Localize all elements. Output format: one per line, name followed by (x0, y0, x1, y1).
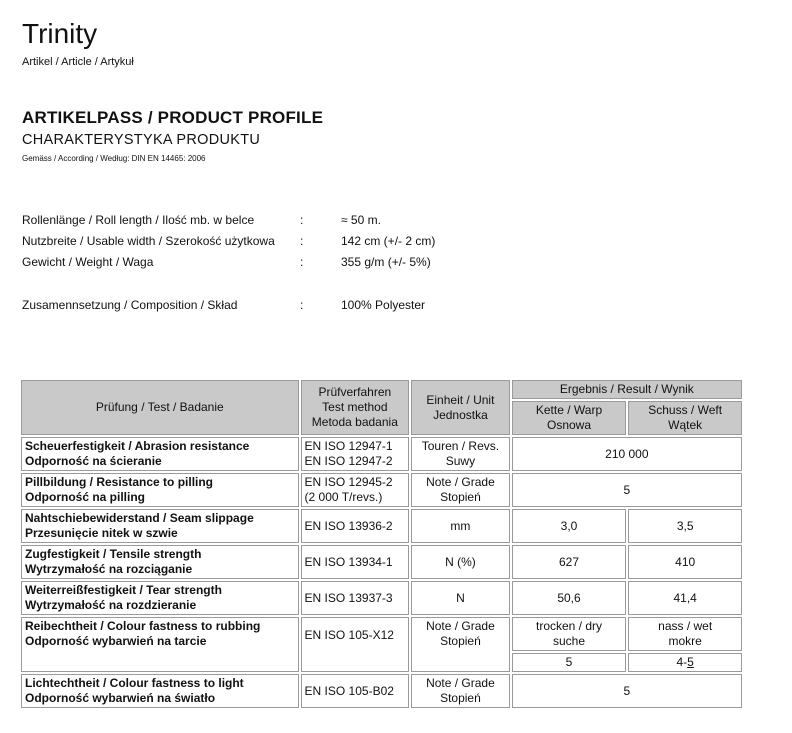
spec-colon: : (300, 234, 304, 248)
dry-value: 5 (565, 655, 573, 669)
warp-value: 627 (558, 554, 580, 569)
header-weft-line: Wątek (668, 418, 703, 432)
dry-value-cell (512, 653, 627, 672)
unit-value: Stopień (440, 634, 481, 648)
spec-label-weight: Gewicht / Weight / Waga (22, 255, 154, 269)
test-name-cell (21, 674, 299, 708)
test-name-cell (21, 617, 299, 672)
test-name: Odporność na pilling (25, 490, 145, 504)
wet-value-underlined: 5 (687, 655, 694, 669)
test-name: Reibechtheit / Colour fastness to rubbing (25, 619, 261, 633)
test-name: Przesunięcie nitek w szwie (25, 526, 178, 540)
test-name: Wytrzymałość na rozciąganie (25, 562, 193, 576)
warp-value: 50,6 (557, 590, 581, 605)
header-unit-line: Einheit / Unit (426, 392, 495, 407)
method-value: EN ISO 13934-1 (304, 554, 393, 569)
header-method-line: Metoda badania (311, 415, 398, 429)
unit-value: N (456, 590, 465, 605)
weft-cell (628, 545, 742, 579)
test-name: Nahtschiebewiderstand / Seam slippage (25, 511, 254, 525)
header-method (301, 380, 410, 435)
method-value: EN ISO 13937-3 (304, 590, 393, 605)
test-name: Pillbildung / Resistance to pilling (25, 475, 214, 489)
test-name-cell (21, 545, 299, 579)
spec-label-roll-length: Rollenlänge / Roll length / Ilość mb. w belce (22, 213, 255, 227)
table-row-abrasion (21, 437, 742, 471)
header-method-line: Prüfverfahren (318, 385, 392, 399)
dry-condition-label: suche (552, 634, 586, 648)
spec-colon: : (300, 213, 304, 227)
method-value: EN ISO 12947-1 (304, 439, 393, 453)
unit-value: Touren / Revs. (421, 439, 500, 453)
header-unit-line: Jednostka (433, 407, 488, 422)
header-unit (411, 380, 510, 435)
spec-label-usable-width: Nutzbreite / Usable width / Szerokość użytkowa (22, 234, 275, 248)
section-subheading: CHARAKTERYSTYKA PRODUKTU (22, 132, 261, 148)
unit-value: Stopień (440, 490, 481, 504)
test-name: Weiterreißfestigkeit / Tear strength (25, 583, 222, 597)
method-value: EN ISO 105-B02 (304, 683, 394, 698)
unit-cell (411, 437, 510, 471)
wet-value: 4- (676, 655, 688, 669)
unit-value: Note / Grade (426, 619, 495, 633)
method-cell (301, 617, 410, 672)
article-label: Artikel / Article / Artykuł (22, 56, 134, 68)
test-name: Odporność na ścieranie (25, 454, 162, 468)
dry-condition-label: trocken / dry (535, 619, 603, 633)
weft-value: 41,4 (673, 590, 697, 605)
test-name: Zugfestigkeit / Tensile strength (25, 547, 202, 561)
result-cell (512, 437, 742, 471)
unit-value: Note / Grade (426, 676, 495, 690)
weft-value: 410 (675, 554, 696, 569)
header-warp-line: Kette / Warp (535, 403, 603, 417)
spec-colon: : (300, 298, 304, 312)
header-weft (628, 401, 742, 435)
method-cell (301, 545, 410, 579)
unit-value: Stopień (440, 691, 481, 705)
unit-value: Suwy (445, 454, 476, 468)
warp-value: 3,0 (560, 518, 578, 533)
table-row-seam-slippage (21, 509, 742, 543)
unit-cell (411, 545, 510, 579)
wet-value-cell (628, 653, 742, 672)
header-result-label: Ergebnis / Result / Wynik (559, 382, 694, 396)
method-value: EN ISO 105-X12 (304, 628, 394, 642)
result-value: 5 (623, 482, 631, 497)
unit-cell (411, 509, 510, 543)
test-name: Scheuerfestigkeit / Abrasion resistance (25, 439, 250, 453)
test-name: Lichtechtheit / Colour fastness to light (25, 676, 244, 690)
header-warp-line: Osnowa (546, 418, 592, 432)
warp-cell (512, 581, 627, 615)
method-cell (301, 509, 410, 543)
unit-value: Note / Grade (426, 475, 495, 489)
result-cell (512, 674, 742, 708)
table-row-rubbing (21, 617, 742, 651)
test-name: Wytrzymałość na rozdzieranie (25, 598, 197, 612)
warp-cell (512, 545, 627, 579)
wet-condition-label: nass / wet (658, 619, 713, 633)
method-cell (301, 473, 410, 507)
method-value: EN ISO 13936-2 (304, 518, 393, 533)
unit-cell (411, 473, 510, 507)
result-value: 5 (623, 683, 631, 698)
spec-value-roll-length: ≈ 50 m. (341, 213, 381, 227)
header-test (21, 380, 299, 435)
test-name: Odporność wybarwień na światło (25, 691, 216, 705)
test-name-cell (21, 473, 299, 507)
test-name-cell (21, 581, 299, 615)
unit-cell (411, 581, 510, 615)
spec-value-weight: 355 g/m (+/- 5%) (341, 255, 431, 269)
test-results-table (19, 378, 744, 710)
test-name: Odporność wybarwień na tarcie (25, 634, 207, 648)
header-weft-line: Schuss / Weft (648, 403, 723, 417)
table-row-pilling (21, 473, 742, 507)
dry-condition-cell (512, 617, 627, 651)
result-value: 210 000 (605, 446, 649, 461)
document-title: Trinity (22, 18, 98, 49)
table-row-light-fastness (21, 674, 742, 708)
method-value: (2 000 T/revs.) (304, 490, 383, 504)
unit-cell (411, 617, 510, 672)
unit-value: N (%) (445, 554, 476, 569)
header-method-line: Test method (322, 400, 388, 414)
result-cell (512, 473, 742, 507)
unit-value: mm (450, 518, 471, 533)
section-heading: ARTIKELPASS / PRODUCT PROFILE (22, 108, 324, 127)
spec-colon: : (300, 255, 304, 269)
weft-cell (628, 581, 742, 615)
wet-condition-cell (628, 617, 742, 651)
header-result (512, 380, 742, 399)
method-cell (301, 437, 410, 471)
weft-cell (628, 509, 742, 543)
method-value: EN ISO 12947-2 (304, 454, 393, 468)
test-name-cell (21, 509, 299, 543)
spec-value-composition: 100% Polyester (341, 298, 426, 312)
method-cell (301, 674, 410, 708)
header-test-label: Prüfung / Test / Badanie (95, 400, 224, 414)
header-warp (512, 401, 627, 435)
warp-cell (512, 509, 627, 543)
spec-value-usable-width: 142 cm (+/- 2 cm) (341, 234, 436, 248)
table-row-tensile (21, 545, 742, 579)
method-cell (301, 581, 410, 615)
table-row-tear (21, 581, 742, 615)
wet-condition-label: mokre (668, 634, 702, 648)
weft-value: 3,5 (676, 518, 694, 533)
standard-reference: Gemäss / According / Według: DIN EN 14465: 2006 (22, 154, 206, 163)
method-value: EN ISO 12945-2 (304, 475, 393, 489)
unit-cell (411, 674, 510, 708)
test-name-cell (21, 437, 299, 471)
spec-label-composition: Zusamennsetzung / Composition / Skład (22, 298, 238, 312)
